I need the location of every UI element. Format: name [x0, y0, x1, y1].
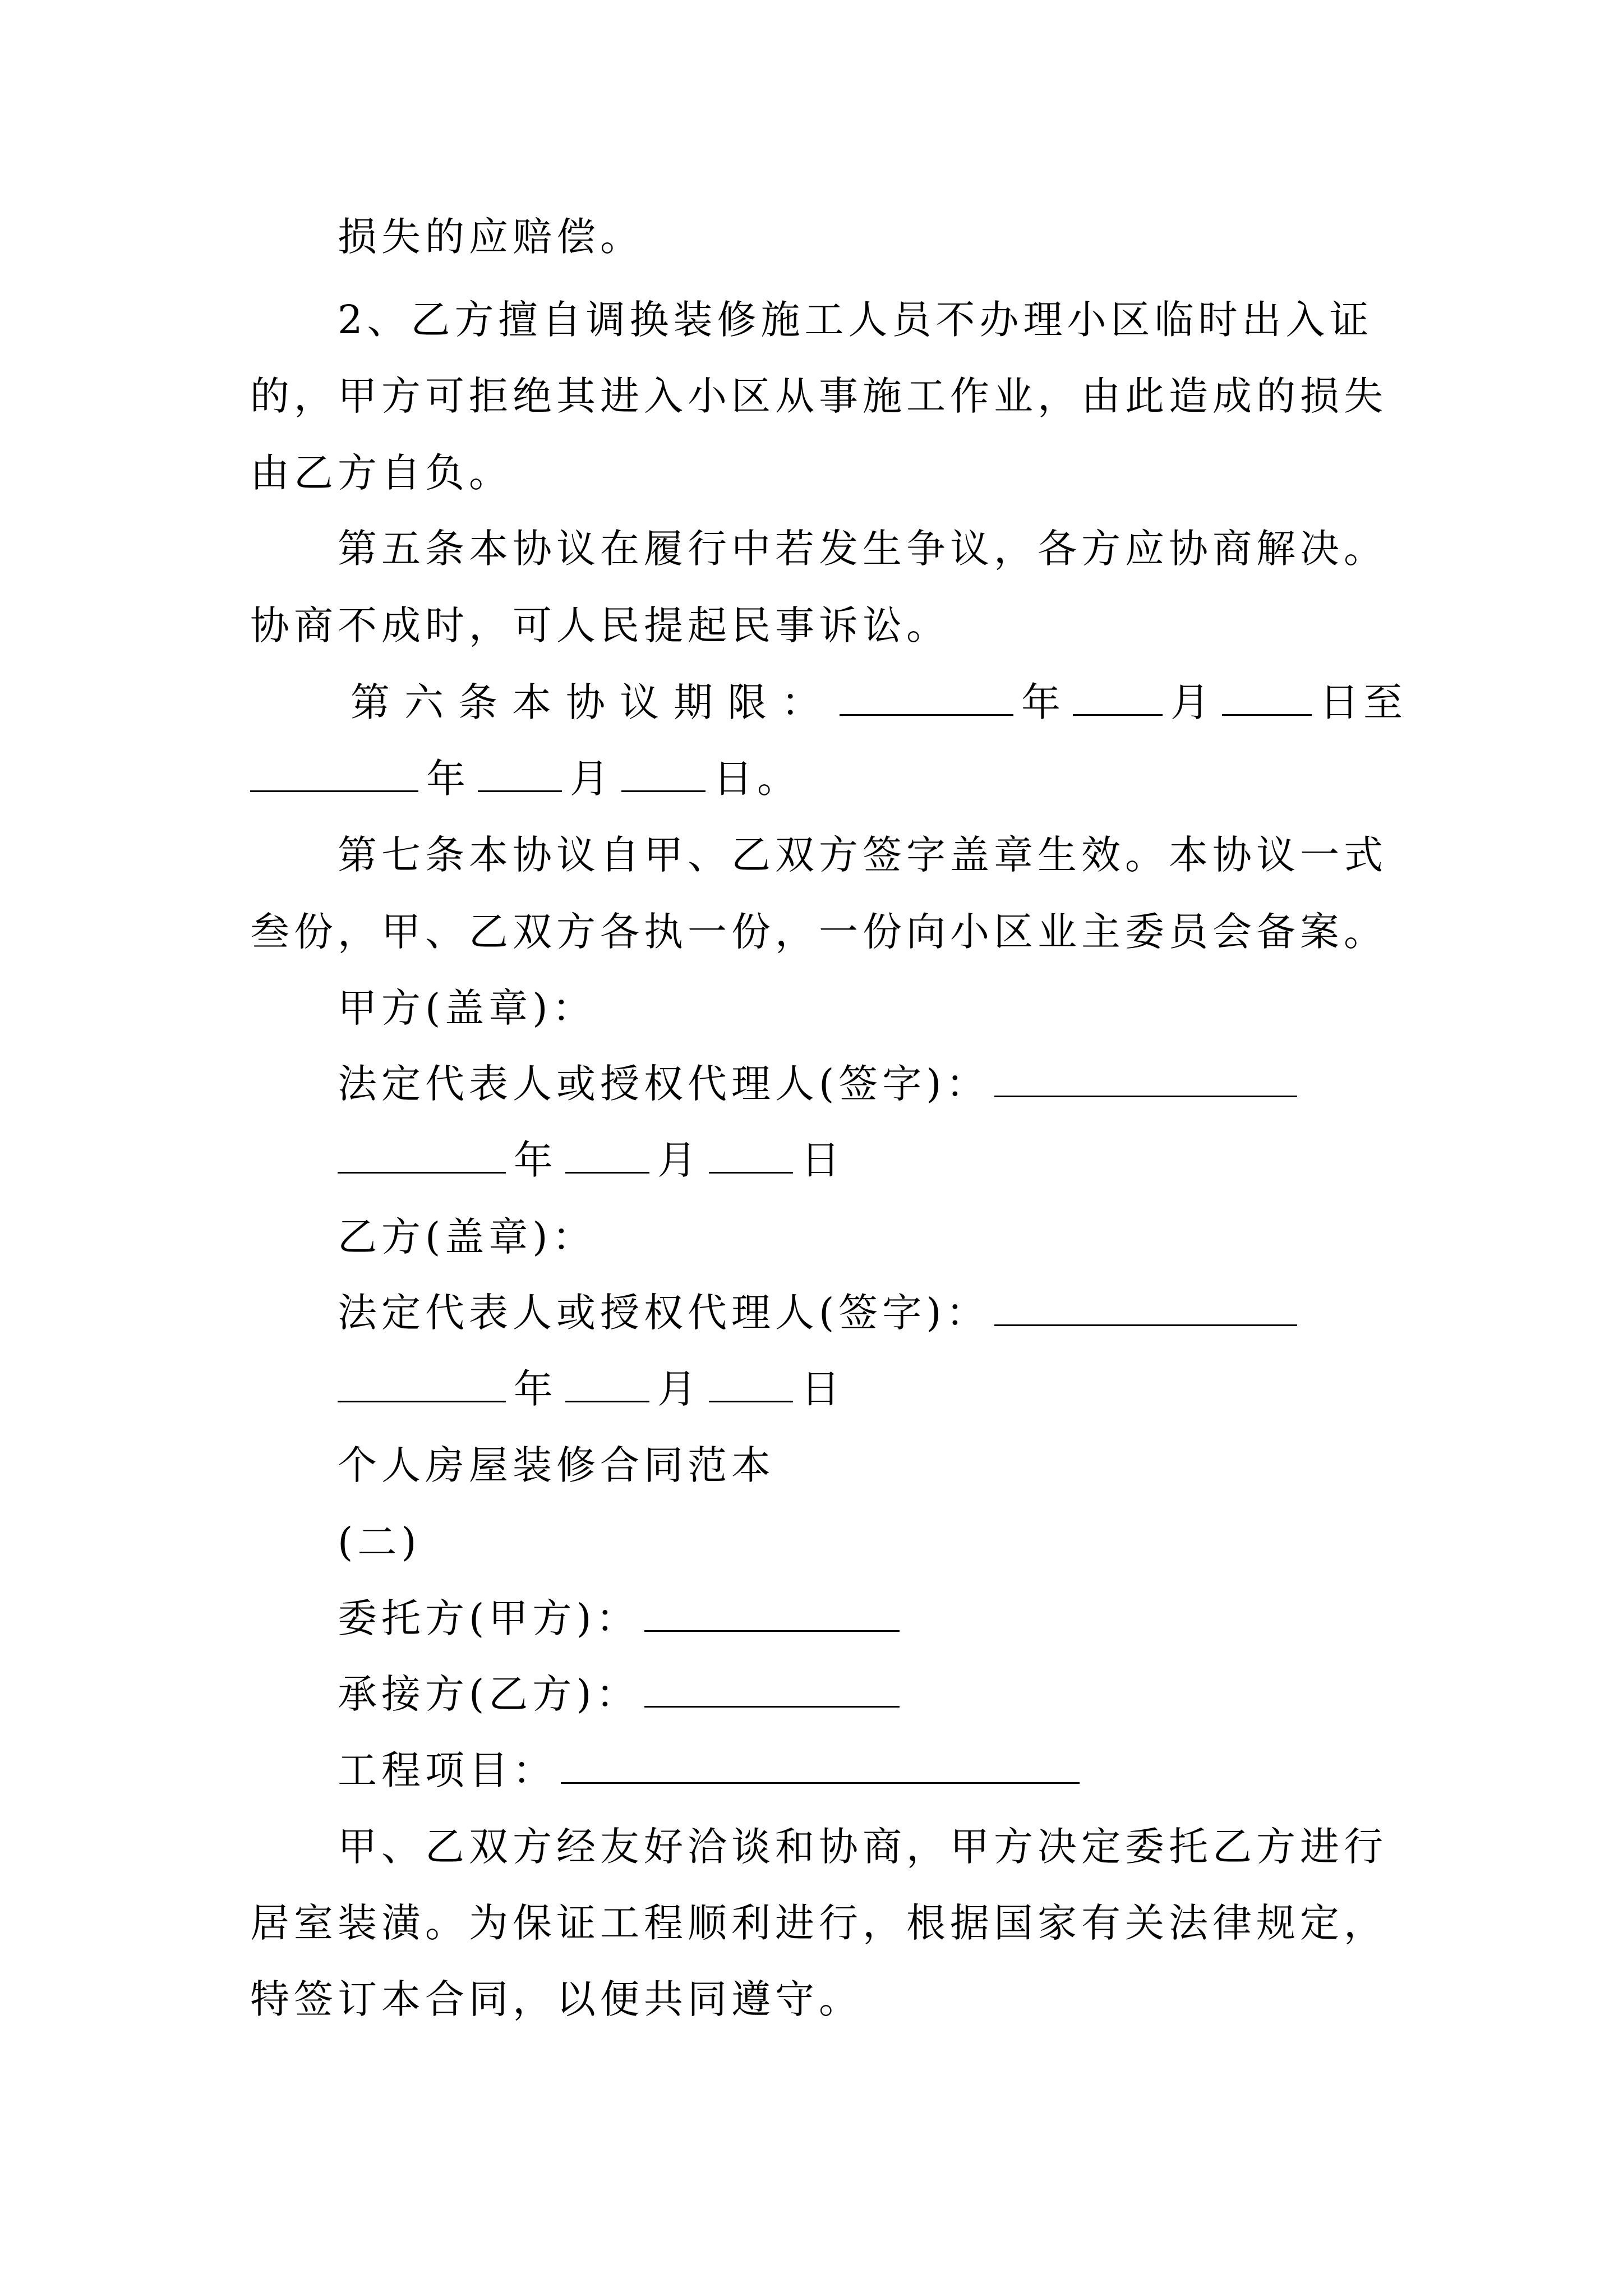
paragraph-line: 甲、乙双方经友好洽谈和协商，甲方决定委托乙方进行 — [338, 1824, 1387, 1870]
paragraph-line: 损失的应赔偿。 — [338, 214, 644, 260]
article-5-line: 第五条本协议在履行中若发生争议，各方应协商解决。 — [338, 526, 1387, 572]
contract-title: 个人房屋装修合同范本 — [338, 1442, 775, 1488]
day-blank[interactable] — [709, 1135, 793, 1174]
year-label: 年 — [514, 1137, 557, 1183]
party-a-date-line — [338, 1132, 845, 1188]
contractor-label: 承接方(乙方)： — [338, 1671, 640, 1717]
day-blank[interactable] — [1222, 677, 1312, 716]
term-end-line — [250, 751, 801, 807]
client-line — [338, 1590, 900, 1646]
party-a-seal-label: 甲方(盖章)： — [338, 985, 596, 1031]
month-label: 月 — [657, 1366, 701, 1412]
party-b-signer-line — [338, 1285, 1297, 1341]
article-6-term-line — [351, 674, 1407, 730]
year-label: 年 — [514, 1366, 557, 1412]
paragraph-line: 特签订本合同，以便共同遵守。 — [250, 1976, 863, 2022]
client-blank[interactable] — [644, 1593, 900, 1632]
section-number: (二) — [338, 1519, 421, 1565]
project-label: 工程项目： — [338, 1747, 556, 1793]
project-line — [338, 1742, 1080, 1798]
paragraph-line: 由乙方自负。 — [250, 450, 513, 496]
year-blank[interactable] — [338, 1364, 506, 1403]
signer-label: 法定代表人或授权代理人(签字)： — [338, 1290, 990, 1336]
signature-blank[interactable] — [994, 1287, 1297, 1327]
signer-label: 法定代表人或授权代理人(签字)： — [338, 1061, 990, 1107]
year-blank[interactable] — [840, 677, 1013, 716]
year-label: 年 — [1021, 679, 1065, 725]
day-end-label: 日。 — [713, 756, 801, 802]
year-blank[interactable] — [250, 753, 418, 793]
client-label: 委托方(甲方)： — [338, 1595, 640, 1641]
paragraph-line: 叁份，甲、乙双方各执一份，一份向小区业主委员会备案。 — [250, 909, 1387, 955]
month-label: 月 — [570, 756, 614, 802]
project-blank[interactable] — [561, 1745, 1080, 1784]
day-blank[interactable] — [709, 1364, 793, 1403]
paragraph-line: 的，甲方可拒绝其进入小区从事施工作业，由此造成的损失 — [250, 373, 1387, 419]
paragraph-line: 协商不成时，可人民提起民事诉讼。 — [250, 602, 950, 648]
month-label: 月 — [657, 1137, 701, 1183]
signature-blank[interactable] — [994, 1059, 1297, 1098]
year-blank[interactable] — [338, 1135, 506, 1174]
month-label: 月 — [1170, 679, 1214, 725]
paragraph-line: 2、乙方擅自调换装修施工人员不办理小区临时出入证 — [338, 297, 1373, 343]
paragraph-line: 居室装潢。为保证工程顺利进行，根据国家有关法律规定， — [250, 1900, 1387, 1946]
party-b-date-line — [338, 1361, 845, 1417]
day-label: 日 — [801, 1137, 845, 1183]
article-6-label: 第六条本协议期限： — [351, 679, 835, 725]
party-b-seal-label: 乙方(盖章)： — [338, 1214, 596, 1260]
day-to-label: 日至 — [1320, 679, 1407, 725]
month-blank[interactable] — [1073, 677, 1163, 716]
article-7-line: 第七条本协议自甲、乙双方签字盖章生效。本协议一式 — [338, 832, 1387, 878]
month-blank[interactable] — [565, 1364, 649, 1403]
month-blank[interactable] — [478, 753, 562, 793]
contractor-blank[interactable] — [644, 1669, 900, 1708]
party-a-signer-line — [338, 1056, 1297, 1112]
year-label: 年 — [426, 756, 470, 802]
day-label: 日 — [801, 1366, 845, 1412]
month-blank[interactable] — [565, 1135, 649, 1174]
day-blank[interactable] — [621, 753, 706, 793]
contractor-line — [338, 1666, 900, 1722]
